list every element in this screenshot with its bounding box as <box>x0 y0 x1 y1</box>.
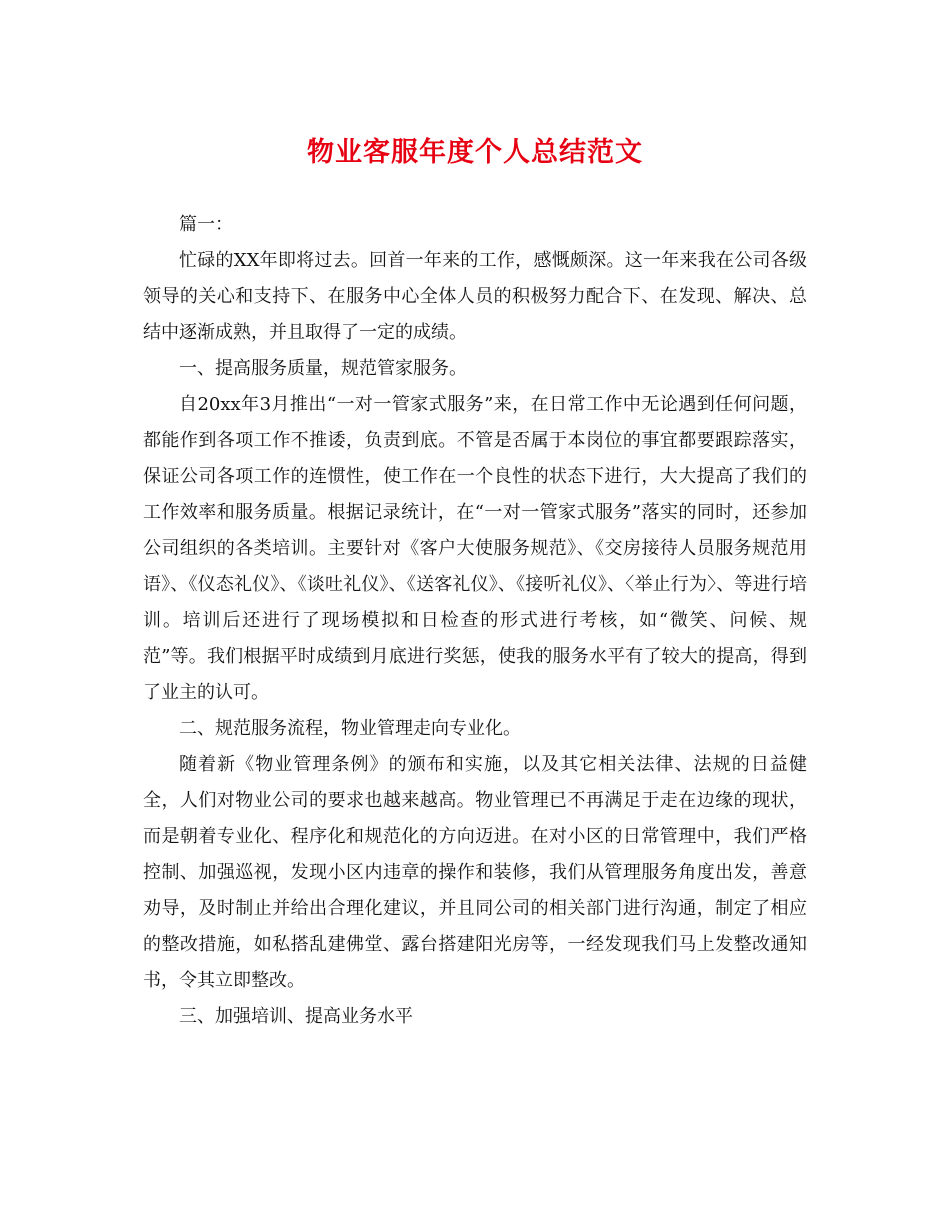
document-body <box>143 207 807 1035</box>
heading-section-3: 三、加强培训、提高业务水平 <box>179 1006 413 1027</box>
heading-section-1: 一、提高服务质量，规范管家服务。 <box>179 358 467 379</box>
paragraph-section-label: 篇一： <box>179 214 233 235</box>
document-title: 物业客服年度个人总结范文 <box>307 137 643 168</box>
paragraph-section-1: 自20xx年3月推出“一对一管家式服务”来，在日常工作中无论遇到任何问题，都能作到各项工作不推诿，负责到底。不管是否属于本岗位的事宜都要跟踪落实，保证公司各项工作的连惯性，使工作在一个良性的状态下进行，大大提高了我们的工作效率和服务质量。根据记录统计，在“一对一管家式服务”落实的同时，还参加公司组织的各类培训。主要针对《客户大使服务规范》、《交房接待人员服务规范用语》、《仪态礼仪》、《谈吐礼仪》、《送客礼仪》、《接听礼仪》、〈举止行为〉、等进行培训。培训后还进行了现场模拟和日检查的形式进行考核，如“微笑、问候、规范”等。我们根据平时成绩到月底进行奖惩，使我的服务水平有了较大的提高，得到了业主的认可。 <box>143 394 807 703</box>
heading-section-2: 二、规范服务流程，物业管理走向专业化。 <box>179 718 521 739</box>
paragraph-section-2: 随着新《物业管理条例》的颁布和实施，以及其它相关法律、法规的日益健全，人们对物业公司的要求也越来越高。物业管理已不再满足于走在边缘的现状，而是朝着专业化、程序化和规范化的方向迈进。在对小区的日常管理中，我们严格控制、加强巡视，发现小区内违章的操作和装修，我们从管理服务角度出发，善意劝导，及时制止并给出合理化建议，并且同公司的相关部门进行沟通，制定了相应的整改措施，如私搭乱建佛堂、露台搭建阳光房等，一经发现我们马上发整改通知书，令其立即整改。 <box>143 754 807 991</box>
paragraph-intro: 忙碌的XX年即将过去。回首一年来的工作，感慨颇深。这一年来我在公司各级领导的关心和支持下、在服务中心全体人员的积极努力配合下、在发现、解决、总结中逐渐成熟，并且取得了一定的成绩。 <box>143 250 807 343</box>
